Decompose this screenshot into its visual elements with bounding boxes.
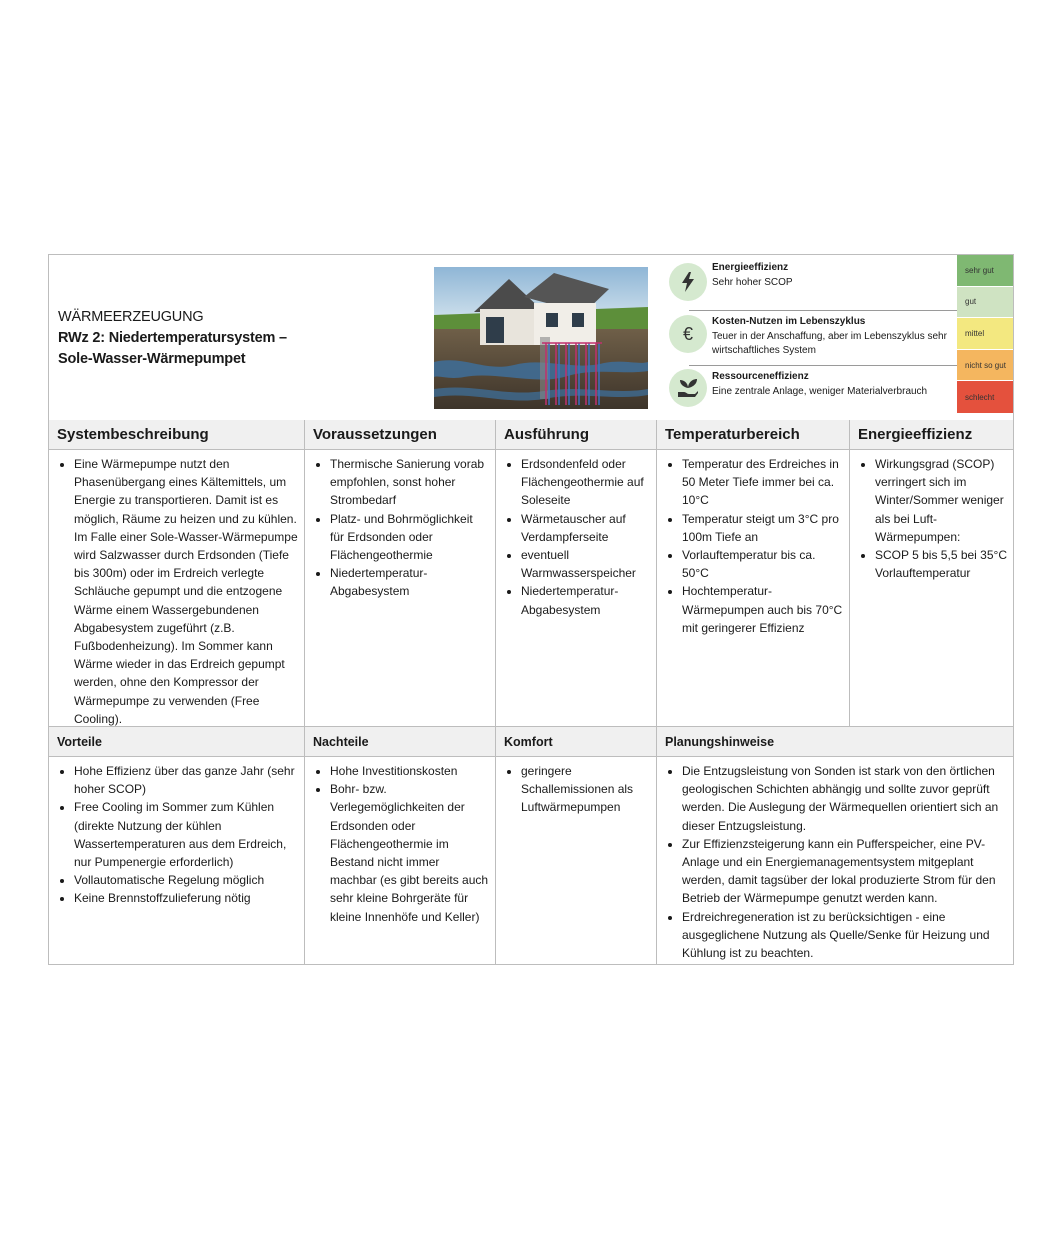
category-label: WÄRMEERZEUGUNG [58,309,204,325]
scale-nicht-so-gut: nicht so gut [957,350,1013,382]
title-block [58,307,287,370]
list-item: • Erdsondenfeld oder Flächengeothermie auf Soleseite [521,455,650,510]
rating-scale [957,255,1013,420]
list-item: • Vorlauftemperatur bis ca. 50°C [682,546,843,582]
list-item: • Free Cooling im Sommer zum Kühlen (direkte Nutzung der kühlen Wassertemperaturen aus dem Erdreich, nur Pumpenergie erforderlich) [74,798,298,871]
list-item: • Keine Brennstoffzulieferung nötig [74,889,298,907]
heading-energieeffizienz: Energieeffizienz [850,420,1013,450]
plant-hand-icon [669,369,707,407]
euro-icon: € [669,315,707,353]
heading-temperaturbereich: Temperaturbereich [657,420,850,450]
heading-komfort: Komfort [496,727,657,757]
cell-voraussetzungen [305,450,496,726]
divider [689,310,959,311]
cell-temperaturbereich [657,450,850,726]
divider [689,365,959,366]
fact-sheet-card [48,254,1014,965]
heading-ausfuehrung: Ausführung [496,420,657,450]
rating-title: Kosten-Nutzen im Lebenszyklus [712,316,866,327]
list-item: • Wärmetauscher auf Verdampferseite [521,510,650,546]
scale-schlecht: schlecht [957,381,1013,413]
list-item: • Wirkungsgrad (SCOP) verringert sich im Winter/Sommer weniger als bei Luft-Wärmepumpen: [875,455,1007,546]
list-item: • Bohr- bzw. Verlegemöglichkeiten der Erdsonden oder Flächengeothermie im Bestand nicht immer machbar (es gibt bereits auch sehr kleine Bohrgeräte für kleine Innenhöfe und Keller) [330,780,489,926]
ratings-panel [667,255,957,420]
list-item: • SCOP 5 bis 5,5 bei 35°C Vorlauftemperatur [875,546,1007,582]
sheet-title-line1: RWz 2: Niedertemperatursystem – [58,330,287,346]
scale-gut: gut [957,287,1013,319]
scale-mittel: mittel [957,318,1013,350]
heading-planungshinweise: Planungshinweise [657,727,1013,757]
list-item: • Platz- und Bohrmöglichkeit für Erdsonden oder Flächengeothermie [330,510,489,565]
list-item: • Niedertemperatur-Abgabesystem [330,564,489,600]
heading-nachteile: Nachteile [305,727,496,757]
rating-title: Ressourceneffizienz [712,371,809,382]
scale-sehr-gut: sehr gut [957,255,1013,287]
lightning-icon [669,263,707,301]
cell-nachteile [305,757,496,964]
list-item: • Temperatur des Erdreiches in 50 Meter Tiefe immer bei ca. 10°C [682,455,843,510]
cell-planungshinweise [657,757,1013,964]
list-item: • Erdreichregeneration ist zu berücksichtigen - eine ausgeglichene Nutzung als Quelle/Senke für Heizung und Kühlung ist zu beachten. [682,908,1007,963]
heading-systembeschreibung: Systembeschreibung [49,420,305,450]
list-item: • Vollautomatische Regelung möglich [74,871,298,889]
sheet-title-line2: Sole-Wasser-Wärmepumpet [58,351,246,367]
cell-systembeschreibung [49,450,305,726]
cell-komfort [496,757,657,964]
heading-vorteile: Vorteile [49,727,305,757]
rating-text: Eine zentrale Anlage, weniger Materialverbrauch [712,386,928,397]
rating-text: Teuer in der Anschaffung, aber im Lebenszyklus sehr wirtschaftliches System [712,331,947,356]
list-item: • Thermische Sanierung vorab empfohlen, sonst hoher Strombedarf [330,455,489,510]
list-item: • Hohe Investitionskosten [330,762,489,780]
sheet-header [49,255,1013,421]
heat-pump-illustration [434,267,648,409]
list-item: • Hochtemperatur-Wärmepumpen auch bis 70°C mit geringerer Effizienz [682,582,843,637]
list-item: • Hohe Effizienz über das ganze Jahr (sehr hoher SCOP) [74,762,298,798]
list-item: • Niedertemperatur-Abgabesystem [521,582,650,618]
rating-text: Sehr hoher SCOP [712,277,793,288]
heading-voraussetzungen: Voraussetzungen [305,420,496,450]
list-item: • Die Entzugsleistung von Sonden ist stark von den örtlichen geologischen Schichten abhängig und sollte zuvor geprüft werden. Die Auslegung der Wärmequellen orientiert sich an dieser Entzugsleistung. [682,762,1007,835]
list-item: • Eine Wärmepumpe nutzt den Phasenübergang eines Kältemittels, um Energie zu transportieren. Damit ist es möglich, Räume zu heizen und zu kühlen. Im Falle einer Sole-Wasser-Wärmepumpe wird Salzwasser durch Erdsonden (Tiefe bis 300m) oder im Erdreich verlegte Schläuche gepumpt und die entzogene Wärme einem Wassergebundenen Abgabesystem zugeführt (z.B. Fußbodenheizung). Im Sommer kann Wärme wieder in das Erdreich gepumpt werden, ohne den Kompressor der Wärmepumpe zu verwenden (Free Cooling). [74,455,298,728]
house-geothermal-image [434,267,648,409]
cell-vorteile [49,757,305,964]
list-item: • Temperatur steigt um 3°C pro 100m Tiefe an [682,510,843,546]
list-item: • eventuell Warmwasserspeicher [521,546,650,582]
list-item: • Zur Effizienzsteigerung kann ein Pufferspeicher, eine PV-Anlage und ein Energiemanagementsystem mitgeplant werden, damit tagsüber der lokal produzierte Strom für den Betrieb der Wärmepumpe genutzt werden kann. [682,835,1007,908]
cell-energieeffizienz [850,450,1013,726]
cell-ausfuehrung [496,450,657,726]
list-item: • geringere Schallemissionen als Luftwärmepumpen [521,762,650,817]
rating-title: Energieeffizienz [712,262,789,273]
